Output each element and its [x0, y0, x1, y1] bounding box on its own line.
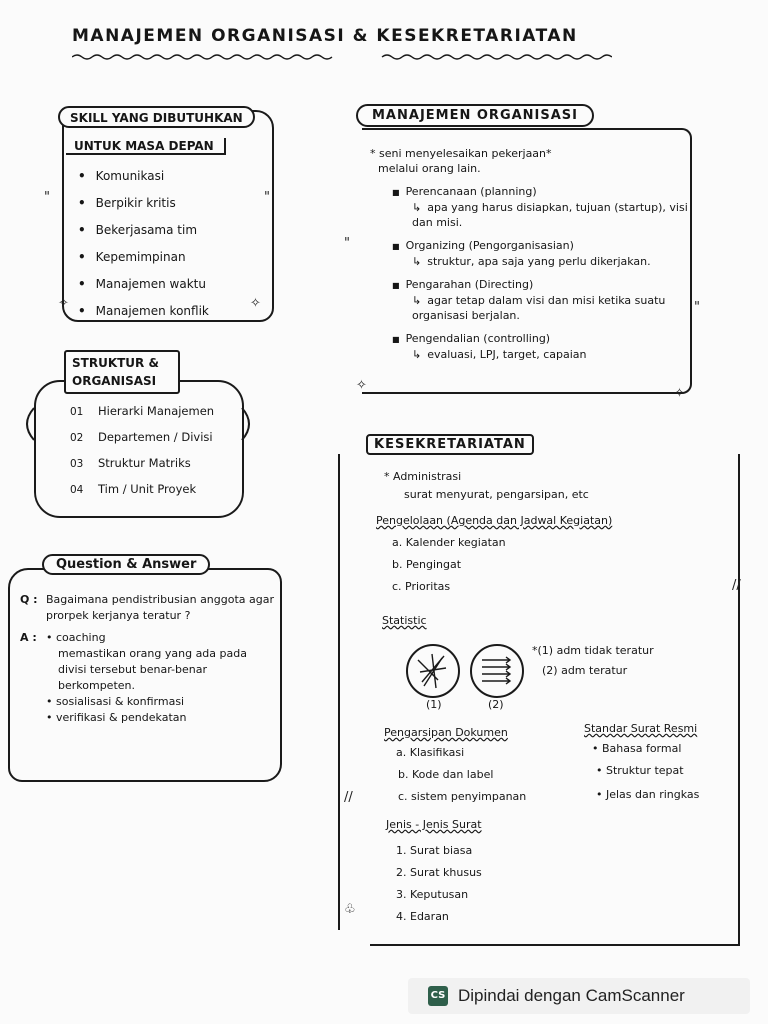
statistic-title: Statistic	[382, 614, 427, 627]
skill-list	[78, 166, 209, 328]
standar-item: • Struktur tepat	[596, 764, 684, 777]
struktur-item: 03 Struktur Matriks	[70, 456, 191, 470]
stat-legend: (2) adm teratur	[542, 664, 628, 677]
scanner-badge-text: Dipindai dengan CamScanner	[458, 986, 685, 1005]
skill-item: • Komunikasi	[78, 166, 209, 193]
doodle-marks: "	[44, 190, 50, 205]
pengelolaan-item: a. Kalender kegiatan	[392, 536, 506, 549]
skill-item: • Berpikir kritis	[78, 193, 209, 220]
struktur-list	[70, 402, 214, 506]
skill-panel	[62, 110, 274, 322]
qa-panel	[8, 568, 282, 782]
chaotic-arrows-icon	[406, 644, 460, 698]
struktur-item: 01 Hierarki Manajemen	[70, 404, 215, 418]
handle-right-icon	[238, 406, 258, 442]
standar-item: • Bahasa formal	[592, 742, 682, 755]
answer-item: memastikan orang yang ada pada divisi tersebut benar-benar berkompeten.	[58, 647, 247, 692]
mo-item-label: ■ Organizing (Pengorganisasian)	[392, 238, 690, 254]
mo-item-desc: ↳ agar tetap dalam visi dan misi ketika suatu organisasi berjalan.	[412, 293, 690, 323]
doodle-marks: //	[344, 790, 353, 805]
sparkle-icon: ✧	[356, 378, 367, 393]
title-underline	[72, 52, 612, 62]
admin-desc: surat menyurat, pengarsipan, etc	[404, 488, 589, 501]
admin-title: * Administrasi	[384, 470, 462, 483]
jenis-item: 4. Edaran	[396, 910, 449, 923]
struktur-item: 02 Departemen / Divisi	[70, 430, 213, 444]
mo-header: MANAJEMEN ORGANISASI	[356, 104, 594, 127]
mo-item-label: ■ Perencanaan (planning)	[392, 184, 690, 200]
arsip-item: a. Klasifikasi	[396, 746, 465, 759]
mo-intro: * seni menyelesaikan pekerjaan*	[370, 147, 552, 160]
pengelolaan-item: c. Prioritas	[392, 580, 451, 593]
pengelolaan-title: Pengelolaan (Agenda dan Jadwal Kegiatan)	[376, 514, 613, 527]
stat-legend: *(1) adm tidak teratur	[532, 644, 654, 657]
sparkle-icon: ✧	[250, 296, 261, 311]
jenis-item: 2. Surat khusus	[396, 866, 482, 879]
mo-item-label: ■ Pengarahan (Directing)	[392, 277, 690, 293]
doodle-marks: "	[264, 190, 270, 205]
jenis-title: Jenis - Jenis Surat	[386, 818, 482, 831]
stat-label: (1)	[426, 698, 442, 711]
answer-item: • coaching	[46, 631, 106, 644]
answer-item: • sosialisasi & konfirmasi	[46, 695, 185, 708]
skill-item: • Bekerjasama tim	[78, 220, 209, 247]
struktur-panel	[34, 380, 244, 518]
sparkle-icon: ✧	[58, 296, 69, 311]
skill-header-line1: SKILL YANG DIBUTUHKAN	[58, 106, 255, 128]
qa-header: Question & Answer	[42, 554, 210, 575]
skill-item: • Kepemimpinan	[78, 247, 209, 274]
mo-item-desc: ↳ struktur, apa saja yang perlu dikerjakan.	[412, 254, 690, 269]
answer-item: • verifikasi & pendekatan	[46, 711, 187, 724]
struktur-item: 04 Tim / Unit Proyek	[70, 482, 197, 496]
arsip-item: b. Kode dan label	[398, 768, 494, 781]
mo-item-desc: ↳ apa yang harus disiapkan, tujuan (startup), visi dan misi.	[412, 200, 690, 230]
standar-title: Standar Surat Resmi	[584, 722, 698, 735]
doodle-marks: //	[732, 578, 741, 593]
jenis-item: 3. Keputusan	[396, 888, 469, 901]
scanner-badge	[408, 978, 750, 1014]
page-title: MANAJEMEN ORGANISASI & KESEKRETARIATAN	[72, 26, 578, 46]
skill-header-line2: UNTUK MASA DEPAN	[66, 138, 226, 155]
jenis-item: 1. Surat biasa	[396, 844, 473, 857]
mo-item-label: ■ Pengendalian (controlling)	[392, 331, 690, 347]
answer-row: A : • coaching memastikan orang yang ada pada divisi tersebut benar-benar berkompeten. • sosialisasi & konfirmasi • verifikasi & pendekatan	[20, 630, 278, 726]
standar-item: • Jelas dan ringkas	[596, 788, 700, 801]
skill-item: • Manajemen konflik	[78, 301, 209, 328]
flower-doodle-icon: ♧	[344, 902, 356, 917]
camscanner-icon: CS	[428, 986, 448, 1006]
question-row: Q : Bagaimana pendistribusian anggota agar prorpek kerjanya teratur ?	[20, 592, 278, 624]
arsip-item: c. sistem penyimpanan	[398, 790, 527, 803]
mo-body	[370, 146, 690, 362]
stat-label: (2)	[488, 698, 504, 711]
kes-header: KESEKRETARIATAN	[366, 434, 534, 455]
doodle-marks: "	[344, 236, 350, 251]
mo-item-desc: ↳ evaluasi, LPJ, target, capaian	[412, 347, 690, 362]
handle-left-icon	[18, 406, 38, 442]
skill-item: • Manajemen waktu	[78, 274, 209, 301]
kes-left-border	[338, 454, 340, 930]
question-text: Bagaimana pendistribusian anggota agar prorpek kerjanya teratur ?	[46, 593, 275, 622]
orderly-arrows-icon	[470, 644, 524, 698]
pengelolaan-item: b. Pengingat	[392, 558, 462, 571]
sparkle-icon: ✧	[674, 386, 685, 401]
mo-intro: melalui orang lain.	[378, 162, 481, 175]
doodle-marks: "	[694, 300, 700, 315]
struktur-header: STRUKTUR & ORGANISASI	[64, 350, 180, 394]
arsip-title: Pengarsipan Dokumen	[384, 726, 508, 739]
